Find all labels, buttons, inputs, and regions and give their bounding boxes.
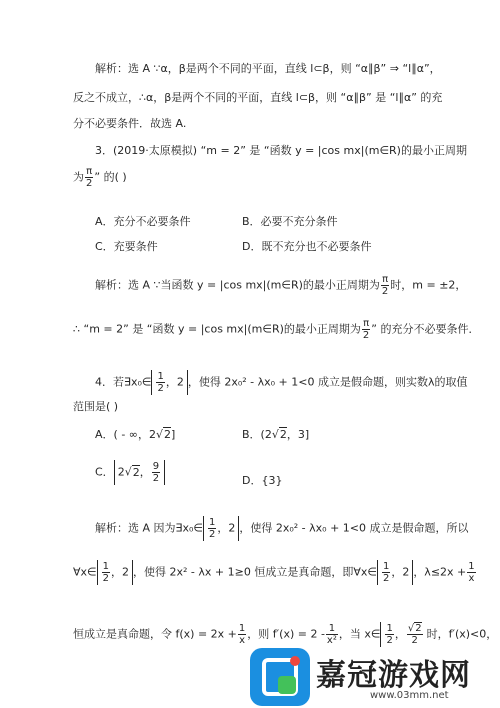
text: ，则 f′(x) = 2 -: [247, 627, 325, 641]
question-3-cont: [73, 166, 127, 189]
denominator: 2: [411, 635, 418, 646]
text: ]: [170, 428, 176, 441]
fraction: [102, 561, 110, 584]
denominator: x²: [326, 635, 337, 646]
denominator: 2: [152, 473, 160, 484]
denominator: 2: [386, 635, 393, 646]
text: 时，m = ±2，: [390, 278, 467, 292]
text: ，使得 2x₀² - λx₀ + 1<0 成立是假命题，则实数λ的取值: [187, 375, 468, 389]
answer-3-line1: [95, 274, 466, 297]
answer-4-line3: [73, 622, 497, 647]
text: ” 的充分不必要条件．: [371, 322, 480, 336]
option-b: B．必要不充分条件: [242, 215, 338, 228]
interval: [97, 560, 133, 585]
comma: ，: [217, 521, 229, 535]
answer-3-line2: [73, 318, 479, 341]
text: 4．若∃x₀∈: [95, 375, 152, 389]
text: ，当 x∈: [338, 627, 381, 641]
numerator: 1: [326, 623, 338, 635]
question-3: 3．(2019·太原模拟) “m = 2” 是 “函数 y = |cos mx|(m∈R)的最小正周期: [95, 144, 467, 157]
text: ，3]: [286, 428, 310, 441]
numerator: 1: [386, 623, 393, 634]
numerator: 1: [102, 561, 109, 572]
upper-bound: 2: [122, 565, 129, 579]
denominator: x: [239, 635, 246, 646]
comma: ，: [394, 627, 406, 641]
interval: 2√2， $\frac{9}{2}$: [114, 460, 165, 485]
numerator: π: [382, 274, 389, 285]
comma: ，: [111, 565, 122, 579]
denominator: 2: [362, 330, 370, 341]
fraction: [152, 461, 160, 484]
logo-icon: [250, 648, 310, 706]
numerator: 1: [157, 371, 164, 382]
denominator: x: [468, 573, 475, 584]
numerator: π: [363, 318, 370, 329]
text-line: 反之不成立，∴α，β是两个不同的平面，直线 l⊂β，则 “α∥β” 是 “l∥α” 的充: [73, 91, 443, 104]
answer-4-line2: [73, 560, 477, 585]
denominator: 2: [86, 178, 93, 189]
option-c: C．充要条件: [95, 240, 158, 253]
comma: ，: [165, 375, 177, 389]
numerator: 1: [208, 517, 216, 528]
text: 解析：选 A 因为∃x₀∈: [95, 521, 203, 535]
question-4-cont: 范围是( ): [73, 400, 119, 413]
fraction: [385, 623, 393, 646]
fraction: [85, 166, 93, 189]
upper-bound: 2: [228, 521, 236, 535]
text: C．: [95, 465, 114, 479]
q4-option-c: [95, 460, 165, 485]
text: 时，f′(x)<0，: [426, 627, 498, 641]
numerator: π: [86, 166, 93, 177]
logo-name: 嘉冠游戏网: [316, 658, 471, 693]
fraction: [467, 561, 475, 584]
fraction: [208, 517, 216, 540]
text: ” 的( ): [94, 170, 127, 184]
interval: [380, 622, 426, 647]
text-line: 分不必要条件．故选 A.: [73, 117, 187, 130]
fraction: [156, 371, 164, 394]
fraction: [381, 274, 389, 297]
denominator: 2: [381, 286, 389, 297]
q4-option-b: B．(2√2，3]: [242, 428, 310, 441]
denominator: 2: [382, 573, 390, 584]
text: ∴ “m = 2” 是 “函数 y = |cos mx|(m∈R)的最小正周期为: [73, 322, 361, 336]
fraction: [238, 623, 246, 646]
sqrt-value: 2: [132, 465, 140, 479]
fraction: [362, 318, 370, 341]
sqrt-value: 2: [279, 428, 287, 441]
text: 为: [73, 170, 84, 184]
q4-option-a: A．( - ∞，2√2]: [95, 428, 176, 441]
interval: [377, 560, 413, 585]
interval: [151, 370, 187, 395]
text: ，使得 2x₀² - λx₀ + 1<0 成立是假命题，所以: [239, 521, 469, 535]
text: A．( - ∞，2: [95, 428, 156, 441]
text-line: 解析：选 A ∵α，β是两个不同的平面，直线 l⊂β，则 “α∥β” ⇒ “l∥α”，: [95, 62, 441, 75]
numerator: 1: [468, 561, 475, 572]
comma: ，: [391, 565, 403, 579]
numerator: 1: [238, 623, 246, 634]
text: ∀x∈: [73, 565, 97, 579]
q4-option-d: D．{3}: [242, 474, 283, 487]
answer-4-line1: [95, 516, 469, 541]
text: B．(2: [242, 428, 272, 441]
option-a: A．充分不必要条件: [95, 215, 191, 228]
text: ，λ≤2x +: [413, 565, 467, 579]
text: 解析：选 A ∵当函数 y = |cos mx|(m∈R)的最小正周期为: [95, 278, 380, 292]
fraction: [326, 623, 338, 646]
fraction: [382, 561, 390, 584]
interval: [203, 516, 239, 541]
denominator: 2: [208, 529, 216, 540]
sqrt-value: 2: [415, 623, 422, 634]
numerator: 1: [382, 561, 390, 572]
logo-url: www.03mm.net: [370, 690, 449, 701]
comma: ，: [139, 465, 151, 479]
numerator: √2: [407, 623, 422, 634]
numerator: 9: [152, 461, 160, 472]
denominator: 2: [157, 383, 164, 394]
site-logo: [250, 646, 500, 708]
text: 恒成立是真命题，令 f(x) = 2x +: [73, 627, 237, 641]
upper-bound: 2: [402, 565, 410, 579]
sqrt-value: 2: [163, 428, 171, 441]
text: ，使得 2x² - λx + 1≥0 恒成立是真命题，即∀x∈: [133, 565, 377, 579]
denominator: 2: [102, 573, 109, 584]
question-4: [95, 370, 467, 395]
coefficient: 2: [117, 465, 125, 479]
fraction: [407, 623, 423, 646]
option-d: D．既不充分也不必要条件: [242, 240, 372, 253]
upper-bound: 2: [176, 375, 184, 389]
